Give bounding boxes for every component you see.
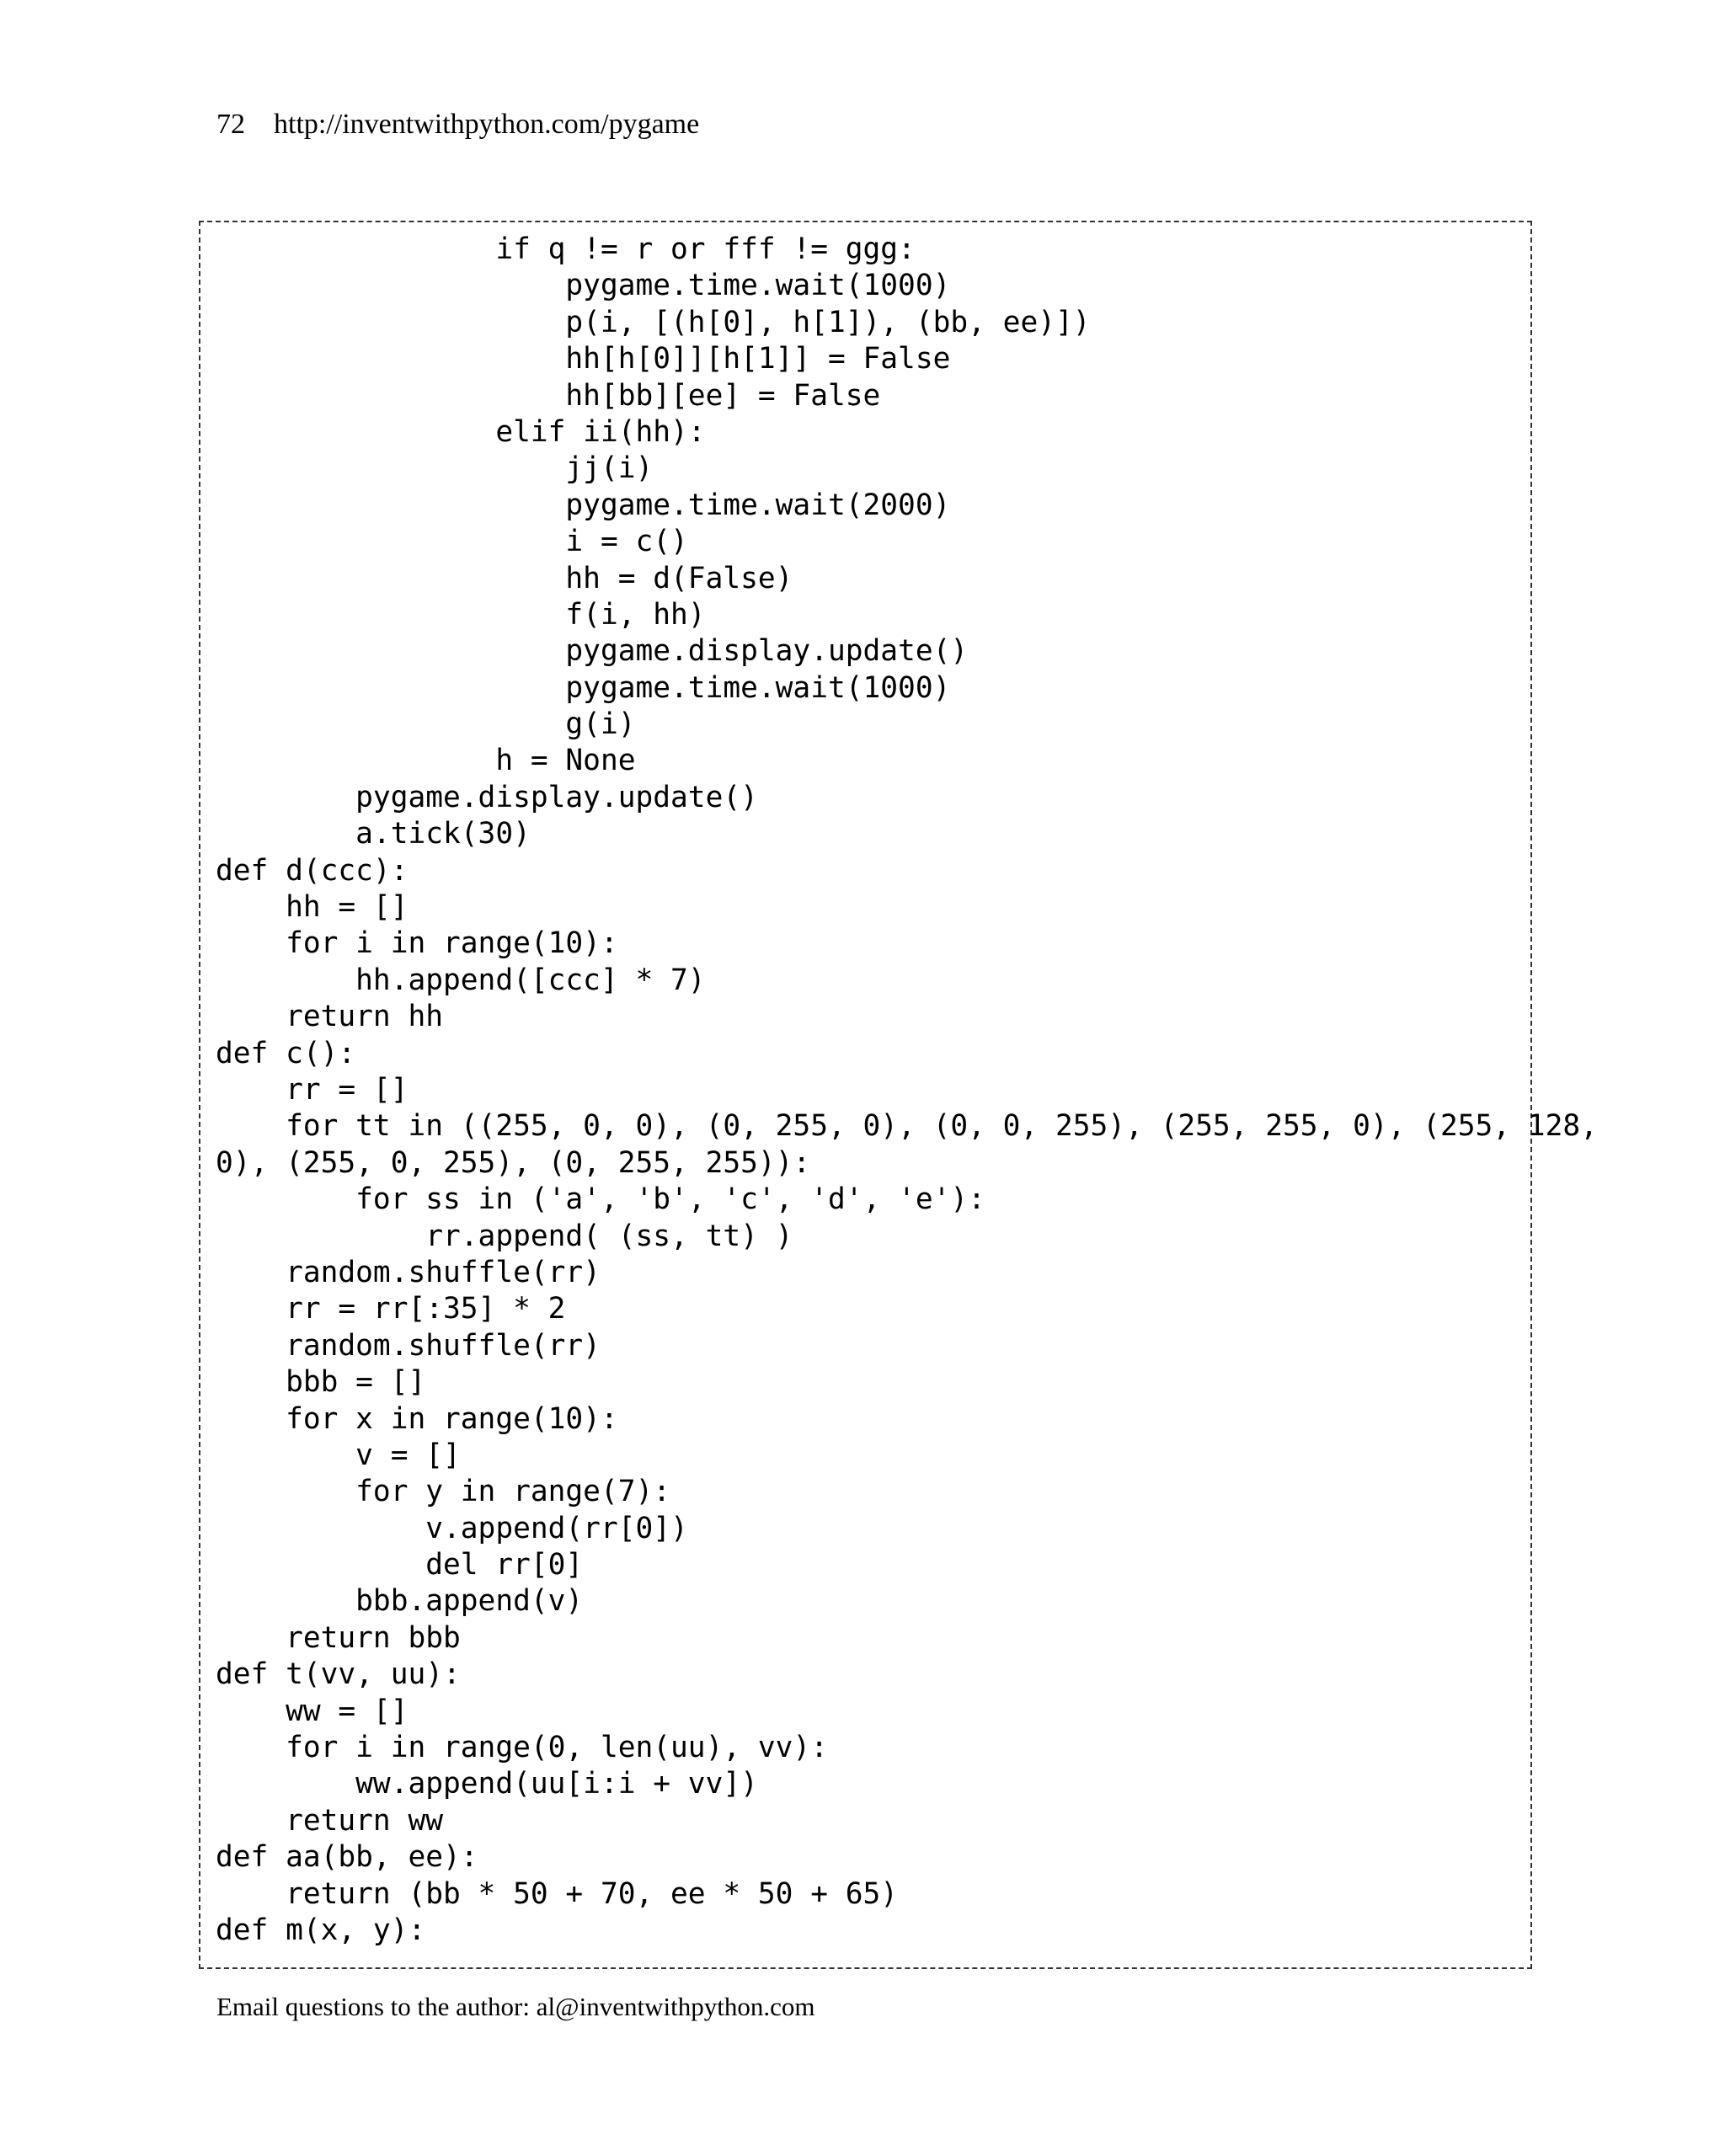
page-header bbox=[216, 108, 699, 141]
code-line: i = c() bbox=[216, 525, 688, 559]
code-line: def m(x, y): bbox=[216, 1913, 426, 1947]
code-line: for i in range(10): bbox=[216, 926, 618, 961]
code-line: v = [] bbox=[216, 1438, 461, 1472]
code-line: del rr[0] bbox=[216, 1548, 584, 1582]
code-line: for tt in ((255, 0, 0), (0, 255, 0), (0, 0, 255), (255, 255, 0), (255, 128, bbox=[216, 1109, 1598, 1144]
code-line: hh = [] bbox=[216, 890, 409, 925]
code-line: random.shuffle(rr) bbox=[216, 1255, 601, 1289]
code-line: random.shuffle(rr) bbox=[216, 1328, 601, 1363]
code-line: for y in range(7): bbox=[216, 1475, 671, 1509]
code-line: for x in range(10): bbox=[216, 1401, 618, 1436]
code-line: def c(): bbox=[216, 1036, 356, 1070]
code-line: return hh bbox=[216, 1000, 444, 1034]
code-line: ww.append(uu[i:i + vv]) bbox=[216, 1767, 758, 1801]
code-line: pygame.display.update() bbox=[216, 780, 758, 814]
code-line: if q != r or fff != ggg: bbox=[216, 232, 916, 266]
code-line: bbb.append(v) bbox=[216, 1584, 584, 1619]
code-line: pygame.display.update() bbox=[216, 634, 969, 669]
code-line: rr = rr[:35] * 2 bbox=[216, 1292, 566, 1326]
code-line: for ss in ('a', 'b', 'c', 'd', 'e'): bbox=[216, 1182, 985, 1217]
code-line: pygame.time.wait(1000) bbox=[216, 269, 951, 303]
code-line: pygame.time.wait(1000) bbox=[216, 670, 951, 705]
code-line: v.append(rr[0]) bbox=[216, 1511, 688, 1545]
code-listing bbox=[216, 232, 1598, 1949]
page-footer: Email questions to the author: al@inventwithpython.com bbox=[216, 1992, 815, 2021]
code-line: for i in range(0, len(uu), vv): bbox=[216, 1731, 828, 1765]
code-line: 0), (255, 0, 255), (0, 255, 255)): bbox=[216, 1145, 811, 1180]
code-line: pygame.time.wait(2000) bbox=[216, 488, 951, 522]
code-line: hh.append([ccc] * 7) bbox=[216, 963, 706, 997]
page-number: 72 bbox=[216, 109, 245, 140]
code-line: def t(vv, uu): bbox=[216, 1657, 461, 1692]
code-line: h = None bbox=[216, 744, 636, 778]
code-line: f(i, hh) bbox=[216, 597, 706, 632]
code-line: return (bb * 50 + 70, ee * 50 + 65) bbox=[216, 1876, 899, 1911]
code-line: jj(i) bbox=[216, 451, 654, 486]
code-line: rr = [] bbox=[216, 1072, 409, 1107]
code-line: return ww bbox=[216, 1803, 444, 1838]
code-line: bbb = [] bbox=[216, 1365, 426, 1400]
code-line: hh[h[0]][h[1]] = False bbox=[216, 342, 951, 376]
code-line: def aa(bb, ee): bbox=[216, 1840, 478, 1875]
code-line: g(i) bbox=[216, 707, 636, 742]
code-line: hh = d(False) bbox=[216, 561, 793, 595]
code-line: elif ii(hh): bbox=[216, 414, 706, 449]
code-line: a.tick(30) bbox=[216, 817, 531, 851]
code-line: ww = [] bbox=[216, 1694, 409, 1728]
code-line: def d(ccc): bbox=[216, 853, 409, 888]
code-line: rr.append( (ss, tt) ) bbox=[216, 1219, 793, 1253]
code-line: return bbb bbox=[216, 1620, 461, 1655]
header-url: http://inventwithpython.com/pygame bbox=[274, 109, 700, 140]
code-line: p(i, [(h[0], h[1]), (bb, ee)]) bbox=[216, 305, 1091, 339]
code-line: hh[bb][ee] = False bbox=[216, 378, 881, 413]
